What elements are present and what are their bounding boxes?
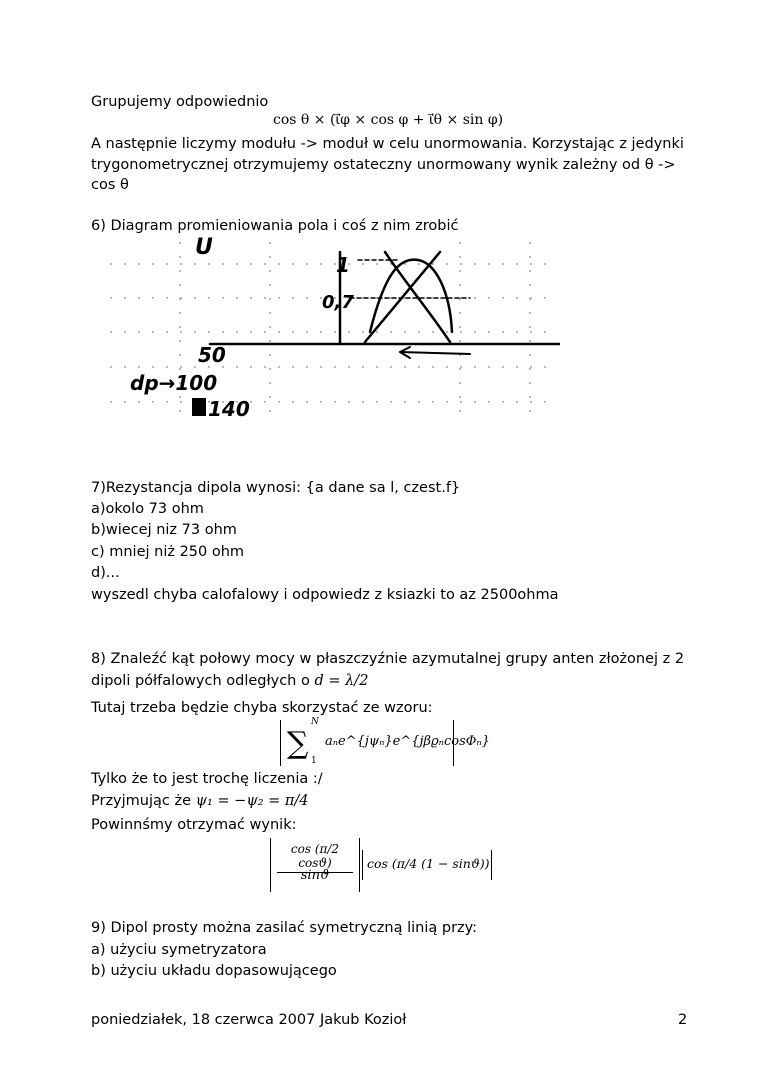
result-right-text: cos (π/4 (1 − sinϑ)) bbox=[367, 856, 490, 871]
bandwidth-arrow bbox=[400, 352, 470, 354]
sketch-label-1: 1 bbox=[336, 253, 350, 277]
result-fraction bbox=[270, 838, 360, 892]
page-number: 2 bbox=[678, 1012, 688, 1028]
text-line: Tylko że to jest trochę liczenia :/ bbox=[91, 771, 323, 787]
sum-formula bbox=[280, 717, 490, 766]
answer-option: a) użyciu symetryzatora bbox=[91, 942, 267, 958]
text-line: A następnie liczymy modułu -> moduł w celu unormowania. Korzystając z jedynki bbox=[91, 136, 684, 152]
answer-note: wyszedl chyba calofalowy i odpowiedz z ksiazki to az 2500ohma bbox=[91, 587, 559, 603]
question-8-heading: 8) Znaleźć kąt połowy mocy w płaszczyźnie azymutalnej grupy anten złożonej z 2 bbox=[91, 651, 685, 667]
formula-cos-theta: cos θ × (ι⃗φ × cos φ + ι⃗θ × sin φ) bbox=[273, 112, 504, 128]
result-denominator: sinϑ bbox=[300, 868, 330, 883]
sigma-icon: ∑ bbox=[287, 726, 309, 761]
answer-option: a)okolo 73 ohm bbox=[91, 501, 204, 517]
text-line: trygonometrycznej otrzymujemy ostateczny unormowany wynik zależny od θ -> bbox=[91, 157, 676, 173]
text-line: Grupujemy odpowiednio bbox=[91, 94, 269, 110]
question-6-heading: 6) Diagram promieniowania pola i coś z nim zrobić bbox=[91, 218, 459, 234]
result-right-factor bbox=[362, 850, 492, 880]
sum-term: aₙe^{jψₙ}e^{jβϱₙcosΦₙ} bbox=[325, 734, 490, 749]
answer-option: b)wiecej niz 73 ohm bbox=[91, 522, 237, 538]
text-line bbox=[91, 671, 368, 691]
sum-upper-limit: N bbox=[311, 717, 319, 727]
answer-option: c) mniej niż 250 ohm bbox=[91, 544, 245, 560]
sketch-label-u: U bbox=[195, 235, 213, 260]
crossing-curve-left bbox=[365, 252, 440, 342]
psi-formula: ψ₁ = −ψ₂ = π/4 bbox=[195, 793, 309, 809]
text-line bbox=[91, 791, 309, 811]
sum-lower-limit: 1 bbox=[311, 756, 317, 766]
distance-formula: d = λ/2 bbox=[314, 673, 369, 689]
text-span: dipoli półfalowych odległych o bbox=[91, 673, 315, 689]
sketch-label-dp100: dp→100 bbox=[130, 371, 218, 395]
crossing-curve-right bbox=[385, 252, 450, 342]
answer-option: b) użyciu układu dopasowującego bbox=[91, 963, 337, 979]
question-7-heading: 7)Rezystancja dipola wynosi: {a dane sa l, czest.f} bbox=[91, 480, 461, 496]
radiation-diagram-sketch bbox=[100, 232, 560, 432]
text-line: Powinnśmy otrzymać wynik: bbox=[91, 817, 297, 833]
sketch-label-140: 140 bbox=[208, 397, 250, 421]
sketch-label-50: 50 bbox=[198, 343, 226, 367]
text-line: Tutaj trzeba będzie chyba skorzystać ze wzoru: bbox=[91, 700, 433, 716]
page-footer: poniedziałek, 18 czerwca 2007 Jakub Kozioł bbox=[91, 1012, 407, 1028]
question-9-heading: 9) Dipol prosty można zasilać symetryczną linią przy: bbox=[91, 920, 478, 936]
result-numerator: cos (π/2 cosϑ) bbox=[277, 842, 353, 873]
sketch-label-07: 0,7 bbox=[322, 292, 354, 313]
text-line: cos θ bbox=[91, 177, 129, 193]
text-span: Przyjmując że bbox=[91, 793, 196, 809]
answer-option: d)... bbox=[91, 565, 120, 581]
